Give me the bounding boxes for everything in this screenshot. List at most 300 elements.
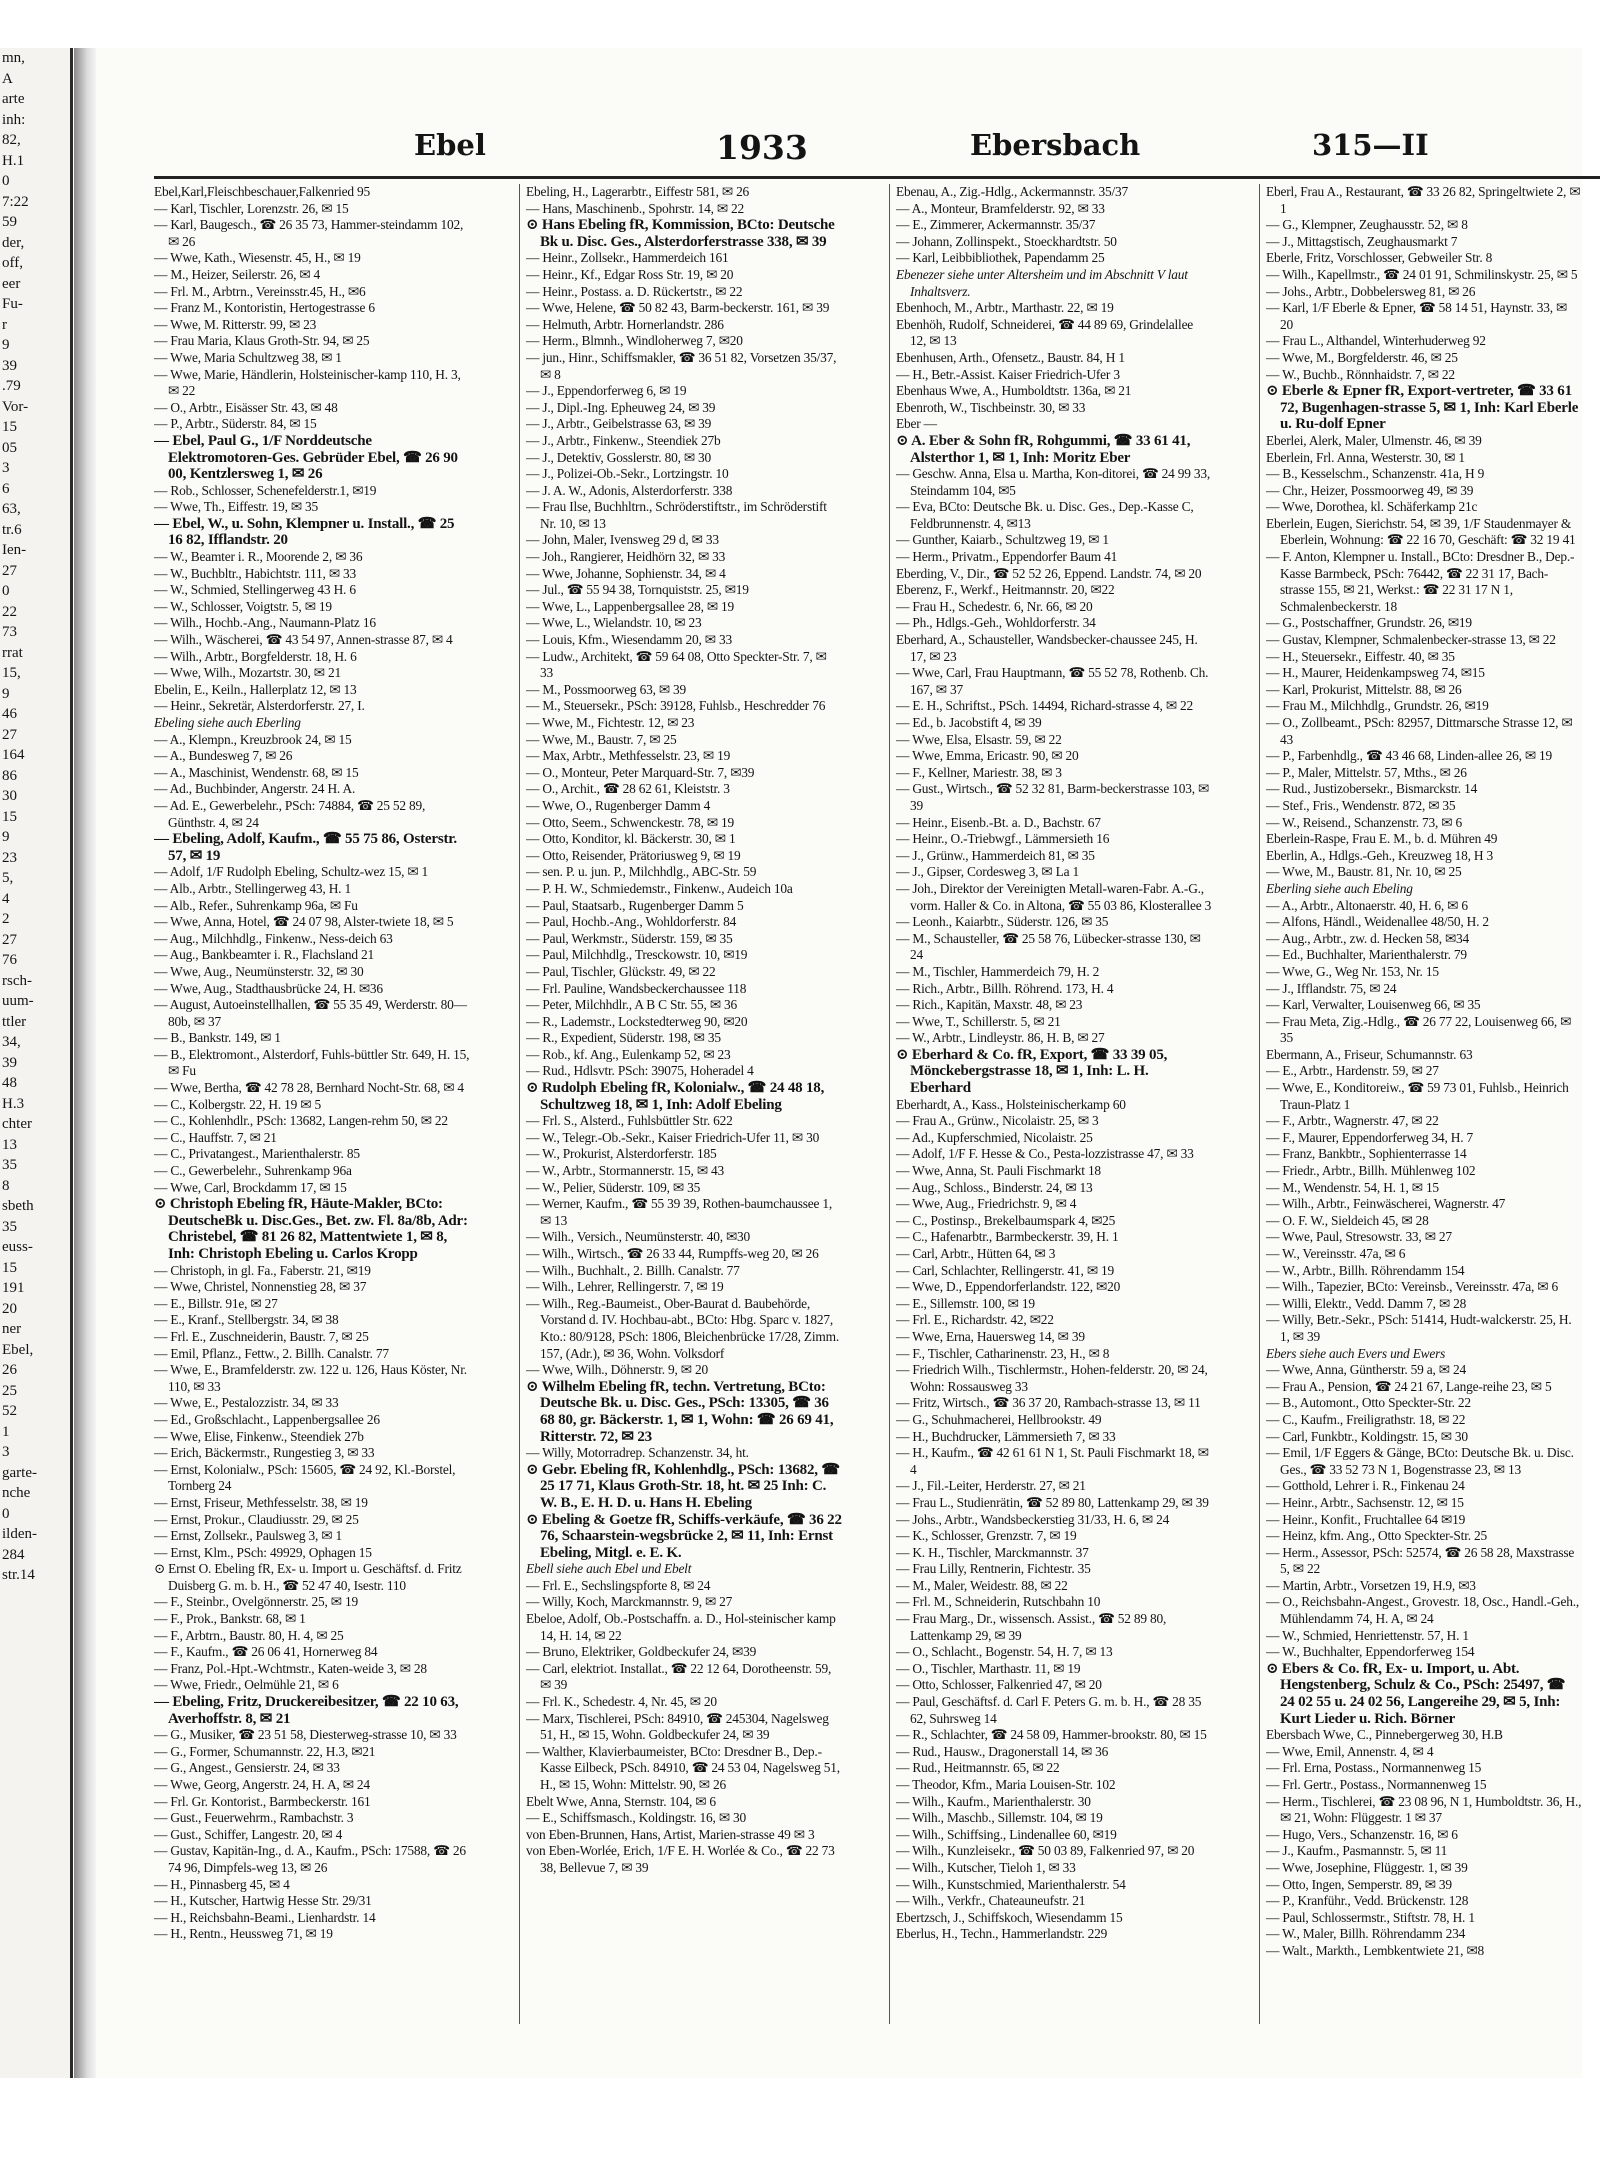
directory-entry: — R., Lademstr., Lockstedterweg 90, ✉20 [526, 1013, 748, 1029]
directory-entry: — Wwe, Aug., Stadthausbrücke 24, H. ✉36 [154, 980, 383, 996]
directory-entry: — Ad. E., Gewerbelehr., PSch: 74884, ☎ 25 52 89, Günthstr. 4, ✉ 24 [154, 797, 426, 830]
prev-page-fragment: 26 [2, 1362, 17, 1378]
directory-entry: — Gustav, Klempner, Schmalenbecker-strasse 13, ✉ 22 [1266, 632, 1556, 648]
prev-page-fragment: 5, [2, 870, 14, 886]
directory-entry: — Karl, Baugesch., ☎ 26 35 73, Hammer-steindamm 102, ✉ 26 [154, 217, 464, 249]
prev-page-fragment: 9 [2, 337, 10, 353]
directory-entry: — Hans, Maschinenb., Spohrstr. 14, ✉ 22 [526, 200, 745, 216]
directory-entry: Ebel,Karl,Fleischbeschauer,Falkenried 95 [154, 184, 371, 199]
directory-entry: — Alb., Refer., Suhrenkamp 96a, ✉ Fu [154, 897, 358, 913]
directory-entry: — sen. P. u. jun. P., Milchhdlg., ABC-Str. 59 [526, 864, 757, 880]
directory-entry: — Eva, BCto: Deutsche Bk. u. Disc. Ges., Dep.-Kasse C, Feldbrunnenstr. 4, ✉13 [896, 499, 1194, 531]
directory-entry: — Wilh., Reg.-Baumeist., Ober-Baurat d. Baubehörde, Vorstand d. IV. Hochbau-abt., BCto: Hbg. Sparc v. 1827, Kto.: 80/9128, PSch: 1806, Bleichenbrücke 17/28, Zimm. 157, (Adr.), ✉ 36, Wohn. Volksdorf [526, 1295, 840, 1361]
directory-entry: — J., Fil.-Leiter, Herderstr. 27, ✉ 21 [896, 1478, 1086, 1494]
directory-entry: — Otto, Konditor, kl. Bäckerstr. 30, ✉ 1 [526, 831, 736, 847]
directory-entry: — Herm., Blmnh., Windloherweg 7, ✉20 [526, 333, 743, 349]
directory-entry: — Adolf, 1/F Rudolph Ebeling, Schultz-wez 15, ✉ 1 [154, 864, 429, 880]
directory-entry: — Rob., Schlosser, Schenefelderstr.1, ✉19 [154, 482, 377, 498]
directory-entry: — G., Former, Schumannstr. 22, H.3, ✉21 [154, 1743, 376, 1759]
prev-page-fragment: 8 [2, 1177, 10, 1194]
directory-entry: — C., Kolbergstr. 22, H. 19 ✉ 5 [154, 1096, 321, 1112]
directory-entry: — F., Kaufm., ☎ 26 06 41, Hornerweg 84 [154, 1644, 378, 1660]
directory-entry: — Wilh., Kapellmstr., ☎ 24 01 91, Schmilinskystr. 25, ✉ 5 [1266, 266, 1578, 282]
directory-entry: — W., Prokurist, Alsterdorferstr. 185 [526, 1146, 717, 1162]
directory-entry: — Franz, Bankbtr., Sophienterrasse 14 [1266, 1146, 1467, 1162]
directory-entry: — E., Arbtr., Hardenstr. 59, ✉ 27 [1266, 1063, 1439, 1079]
directory-entry: — Frau Meta, Zig.-Hdlg., ☎ 26 77 22, Louisenweg 66, ✉ 35 [1266, 1013, 1572, 1046]
directory-entry: — Otto, Seem., Schwenckestr. 78, ✉ 19 [526, 814, 735, 830]
directory-entry: — Wwe, Anna, Güntherstr. 59 a, ✉ 24 [1266, 1362, 1466, 1378]
directory-entry: — O., Reichsbahn-Angest., Grovestr. 18, Osc., Handl.-Geh., Mühlendamm 74, H. A, ✉ 24 [1266, 1594, 1580, 1627]
directory-entry: — Paul, Milchhdlg., Tresckowstr. 10, ✉19 [526, 947, 748, 963]
directory-entry: — C., Gewerbelehr., Suhrenkamp 96a [154, 1163, 352, 1179]
directory-entry: Ebell siehe auch Ebel und Ebelt [526, 1561, 692, 1577]
directory-entry: — Wwe, Elise, Finkenw., Steendiek 27b [154, 1428, 364, 1444]
directory-entry: — Carl, Funkbtr., Koldingstr. 15, ✉ 30 [1266, 1428, 1468, 1444]
prev-page-fragment: 15 [2, 1259, 17, 1276]
prev-page-fragment: 13 [2, 1136, 17, 1153]
directory-entry: Ebenhoch, M., Arbtr., Marthastr. 22, ✉ 19 [896, 300, 1114, 316]
column-divider [1259, 184, 1260, 2024]
directory-entry: — Frl. E., Sechslingspforte 8, ✉ 24 [526, 1577, 711, 1593]
prev-page-fragment: Ebel, [2, 1341, 34, 1358]
directory-entry: — Wwe, O., Rugenberger Damm 4 [526, 797, 711, 813]
directory-entry: Ebers siehe auch Evers und Ewers [1266, 1345, 1446, 1361]
directory-entry: — H., Kutscher, Hartwig Hesse Str. 29/31 [154, 1893, 372, 1909]
directory-entry: ⊙ Christoph Ebeling fR, Häute-Makler, BCto: DeutscheBk u. Disc.Ges., Bet. zw. Fl. 8a/8b, Adr: Christebel, ☎ 81 26 82, Mattentwiete 1, ✉ 8, Inh: Christoph Ebeling u. Carlos Kropp [154, 1196, 468, 1262]
directory-entry: — Wwe, Erna, Hauersweg 14, ✉ 39 [896, 1328, 1085, 1344]
directory-entry: — Frl. Gertr., Postass., Normannenweg 15 [1266, 1777, 1487, 1792]
directory-entry: — G., Schuhmacherei, Hellbrookstr. 49 [896, 1411, 1102, 1427]
directory-entry: — Wilh., Versich., Neumünsterstr. 40, ✉30 [526, 1229, 751, 1245]
prev-page-fragment: 35 [2, 1157, 17, 1173]
directory-entry: — Wwe, Paul, Stresowstr. 33, ✉ 27 [1266, 1229, 1452, 1245]
directory-entry: — H., Betr.-Assist. Kaiser Friedrich-Ufer 3 [896, 366, 1120, 382]
directory-entry: — Erich, Bäckermstr., Rungestieg 3, ✉ 33 [154, 1445, 375, 1461]
directory-entry: Eberding, V., Dir., ☎ 52 52 26, Eppend. Landstr. 74, ✉ 20 [896, 565, 1202, 581]
prev-page-fragment: 39 [2, 1054, 17, 1071]
directory-entry: — E., Billstr. 91e, ✉ 27 [154, 1295, 278, 1311]
directory-entry: — Alb., Arbtr., Stellingerweg 43, H. 1 [154, 880, 351, 896]
directory-entry: — Frl. E., Richardstr. 42, ✉22 [896, 1312, 1054, 1328]
directory-entry: — Wwe, Marie, Händlerin, Holsteinischer-kamp 110, H. 3, ✉ 22 [154, 366, 461, 399]
directory-entry: — Carl, Arbtr., Hütten 64, ✉ 3 [896, 1246, 1056, 1261]
directory-entry: — Wwe, T., Schillerstr. 5, ✉ 21 [896, 1013, 1061, 1029]
directory-entry: Ebenau, A., Zig.-Hdlg., Ackermannstr. 35/37 [896, 184, 1129, 199]
prev-page-fragment: 27 [2, 931, 17, 948]
directory-entry: — Willy, Betr.-Sekr., PSch: 51414, Hudt-walckerstr. 25, H. 1, ✉ 39 [1266, 1312, 1572, 1344]
prev-page-fragment: 3 [2, 460, 10, 476]
directory-entry: — Paul, Hochb.-Ang., Wohldorferstr. 84 [526, 914, 737, 930]
directory-entry: — Paul, Schlossermstr., Stiftstr. 78, H. 1 [1266, 1909, 1475, 1925]
prev-page-fragment: H.1 [2, 152, 25, 169]
directory-entry: — Frau M., Milchhdlg., Grundstr. 26, ✉19 [1266, 698, 1489, 714]
directory-entry: — Willy, Koch, Marckmannstr. 9, ✉ 27 [526, 1594, 733, 1610]
directory-entry: — C., Kaufm., Freiligrathstr. 18, ✉ 22 [1266, 1411, 1466, 1427]
directory-entry: — Wwe, M., Baustr. 81, Nr. 10, ✉ 25 [1266, 864, 1462, 880]
directory-entry: — Heinr., Postass. a. D. Rückertstr., ✉ 22 [526, 283, 743, 299]
directory-entry: — Otto, Reisender, Prätoriusweg 9, ✉ 19 [526, 847, 741, 863]
directory-entry: — H., Steuersekr., Eiffestr. 40, ✉ 35 [1266, 648, 1455, 664]
directory-entry: — O., Tischler, Marthastr. 11, ✉ 19 [896, 1660, 1081, 1676]
directory-entry: — Willy, Motorradrep. Schanzenstr. 34, ht. [526, 1445, 749, 1461]
directory-entry: — John, Maler, Ivensweg 29 d, ✉ 33 [526, 532, 719, 548]
directory-entry: — Paul, Werkmstr., Süderstr. 159, ✉ 35 [526, 930, 733, 946]
directory-entry: — Karl, 1/F Eberle & Epner, ☎ 58 14 51, Haynstr. 33, ✉ 20 [1266, 300, 1568, 332]
directory-entry: — E., Kranf., Stellbergstr. 34, ✉ 38 [154, 1312, 339, 1328]
header-first-name: Ebel [414, 128, 486, 162]
directory-entry: — Wilh., Lehrer, Rellingerstr. 7, ✉ 19 [526, 1279, 724, 1295]
directory-entry: — Frau L., Studienrätin, ☎ 52 89 80, Lattenkamp 29, ✉ 39 [896, 1494, 1209, 1510]
directory-entry: — Wwe, Emma, Ericastr. 90, ✉ 20 [896, 748, 1079, 764]
prev-page-fragment: 59 [2, 214, 17, 230]
directory-entry: — Rud., Heitmannstr. 65, ✉ 22 [896, 1760, 1060, 1776]
directory-entry: — Christoph, in gl. Fa., Faberstr. 21, ✉19 [154, 1262, 371, 1278]
directory-entry: — Rich., Kapitän, Maxstr. 48, ✉ 23 [896, 997, 1083, 1013]
directory-entry: — Herm., Assessor, PSch: 52574, ☎ 26 58 28, Maxstrasse 5, ✉ 22 [1266, 1544, 1575, 1577]
prev-page-fragment: 0 [2, 1505, 10, 1522]
directory-entry: — Otto, Ingen, Semperstr. 89, ✉ 39 [1266, 1876, 1452, 1892]
directory-entry: ⊙ Gebr. Ebeling fR, Kohlenhdlg., PSch: 13682, ☎ 25 17 71, Klaus Groth-Str. 18, ht. ✉ 25 Inh: C. W. B., E. H. D. u. Hans H. Ebeling [526, 1461, 840, 1511]
directory-entry: — Wilh., Kutscher, Tieloh 1, ✉ 33 [896, 1859, 1076, 1875]
directory-entry: — J., Dipl.-Ing. Epheuweg 24, ✉ 39 [526, 399, 716, 415]
directory-entry: — Heinr., Zollsekr., Hammerdeich 161 [526, 250, 729, 266]
header-year: 1933 [716, 128, 808, 167]
prev-page-fragment: 30 [2, 788, 17, 804]
directory-entry: — J. A. W., Adonis, Alsterdorferstr. 338 [526, 482, 733, 498]
directory-entry: — B., Kesselschm., Schanzenstr. 41a, H 9 [1266, 466, 1485, 482]
directory-entry: — A., Arbtr., Altonaerstr. 40, H. 6, ✉ 6 [1266, 897, 1468, 913]
prev-page-fragment: 48 [2, 1075, 17, 1091]
directory-entry: — Frau Lilly, Rentnerin, Fichtestr. 35 [896, 1561, 1091, 1577]
prev-page-fragment: 3 [2, 1444, 10, 1460]
directory-entry: — Wwe, E., Pestalozzistr. 34, ✉ 33 [154, 1395, 339, 1411]
directory-entry: — Helmuth, Arbtr. Hornerlandstr. 286 [526, 316, 724, 332]
prev-page-fragment: .79 [2, 378, 21, 394]
prev-page-fragment: A [2, 70, 13, 87]
directory-entry: — Jul., ☎ 55 94 38, Tornquiststr. 25, ✉19 [526, 582, 749, 598]
prev-page-fragment: 15 [2, 808, 17, 825]
directory-entry: ⊙ Eberhard & Co. fR, Export, ☎ 33 39 05, Mönckebergstrasse 18, ✉ 1, Inh: L. H. Eberhard [896, 1046, 1168, 1097]
prev-page-fragment: 6 [2, 480, 10, 497]
header-rule [154, 176, 1600, 179]
directory-entry: — Frau Maria, Klaus Groth-Str. 94, ✉ 25 [154, 333, 370, 349]
prev-page-fragment: 27 [2, 562, 17, 579]
directory-entry: — Ebel, W., u. Sohn, Klempner u. Install., ☎ 25 16 82, Ifflandstr. 20 [154, 515, 455, 549]
directory-entry: — Friedrich Wilh., Tischlermstr., Hohen-felderstr. 20, ✉ 24, Wohn: Rossausweg 33 [896, 1362, 1208, 1394]
directory-entry: ⊙ Eberle & Epner fR, Export-vertreter, ☎ 33 61 72, Bugenhagen-strasse 5, ✉ 1, Inh: Karl Eberle u. Ru-dolf Epner [1266, 383, 1579, 433]
directory-entry: — J., Eppendorferweg 6, ✉ 19 [526, 383, 687, 399]
directory-entry: — Ed., Buchhalter, Marienthalerstr. 79 [1266, 947, 1467, 963]
directory-entry: — G., Musiker, ☎ 23 51 58, Diesterweg-strasse 10, ✉ 33 [154, 1727, 457, 1743]
directory-entry: — Wilh., Kunzleisekr., ☎ 50 03 89, Falkenried 97, ✉ 20 [896, 1843, 1195, 1859]
directory-entry: — Peter, Milchhdlr., A B C Str. 55, ✉ 36 [526, 997, 737, 1013]
directory-entry: Ebersbach Wwe, C., Pinnebergerweg 30, H.B [1266, 1727, 1503, 1743]
directory-entry: — Bruno, Elektriker, Goldbeckufer 24, ✉39 [526, 1644, 757, 1660]
prev-page-fragment: 34, [2, 1034, 21, 1050]
prev-page-fragment: 191 [2, 1280, 25, 1296]
directory-entry: — Frau Marg., Dr., wissensch. Assist., ☎ 52 89 80, Lattenkamp 29, ✉ 39 [896, 1611, 1167, 1643]
directory-entry: — H., Buchdrucker, Lämmersieth 7, ✉ 33 [896, 1428, 1116, 1444]
directory-entry: — W., Arbtr., Stormannerstr. 15, ✉ 43 [526, 1163, 724, 1179]
directory-entry: — Karl, Verwalter, Louisenweg 66, ✉ 35 [1266, 997, 1481, 1013]
directory-entry: — Wwe, Carl, Brockdamm 17, ✉ 15 [154, 1179, 347, 1195]
directory-entry: — Aug., Bankbeamter i. R., Flachsland 21 [154, 947, 374, 963]
directory-entry: — Aug., Arbtr., zw. d. Hecken 58, ✉34 [1266, 930, 1470, 946]
directory-entry: ⊙ Hans Ebeling fR, Kommission, BCto: Deutsche Bk u. Disc. Ges., Alsterdorferstrasse 338, ✉ 39 [526, 217, 835, 250]
column-divider [889, 184, 890, 2024]
prev-page-fragment: garte- [2, 1464, 37, 1481]
directory-entry: — Paul, Tischler, Glückstr. 49, ✉ 22 [526, 963, 716, 979]
directory-entry: — Hugo, Vers., Schanzenstr. 16, ✉ 6 [1266, 1826, 1458, 1842]
directory-entry: — Wwe, E., Bramfelderstr. zw. 122 u. 126, Haus Köster, Nr. 110, ✉ 33 [154, 1362, 467, 1394]
directory-entry: — Wwe, Carl, Frau Hauptmann, ☎ 55 52 78, Rothenb. Ch. 167, ✉ 37 [896, 665, 1209, 697]
prev-page-fragment: Vor- [2, 398, 29, 415]
directory-entry: — Ernst, Friseur, Methfesselstr. 38, ✉ 19 [154, 1494, 368, 1510]
directory-entry: Eber — [896, 416, 937, 432]
directory-entry: — F., Arbtr., Wagnerstr. 47, ✉ 22 [1266, 1113, 1439, 1129]
directory-entry: Ebenhöh, Rudolf, Schneiderei, ☎ 44 89 69, Grindelallee 12, ✉ 13 [896, 316, 1194, 349]
directory-entry: — Walt., Markth., Lembkentwiete 21, ✉8 [1266, 1942, 1484, 1958]
directory-entry: — Wilh., Schiffsing., Lindenallee 60, ✉19 [896, 1826, 1117, 1842]
directory-entry: — P., Maler, Mittelstr. 57, Mths., ✉ 26 [1266, 764, 1467, 780]
directory-entry: — Herm., Privatm., Eppendorfer Baum 41 [896, 549, 1118, 565]
directory-entry: — G., Angest., Gensierstr. 24, ✉ 33 [154, 1760, 340, 1776]
directory-entry: — Wwe, D., Eppendorferlandstr. 122, ✉20 [896, 1279, 1121, 1295]
prev-page-fragment: inh: [2, 111, 26, 128]
directory-entry: — Wilh., Kunstschmied, Marienthalerstr. 54 [896, 1876, 1126, 1892]
directory-entry: — Heinr., Eisenb.-Bt. a. D., Bachstr. 67 [896, 814, 1101, 830]
directory-entry: von Eben-Worlée, Erich, 1/F E. H. Worlée & Co., ☎ 22 73 38, Bellevue 7, ✉ 39 [526, 1843, 835, 1875]
directory-entry: — Adolf, 1/F F. Hesse & Co., Pesta-lozzistrasse 47, ✉ 33 [896, 1146, 1194, 1162]
directory-entry: — H., Pinnasberg 45, ✉ 4 [154, 1876, 290, 1892]
directory-entry: — Louis, Kfm., Wiesendamm 20, ✉ 33 [526, 632, 732, 648]
page-gutter [74, 48, 96, 2078]
directory-entry: Eberhard, A., Schausteller, Wandsbecker-chaussee 245, H. 17, ✉ 23 [896, 632, 1198, 664]
directory-entry: — E., Zimmerer, Ackermannstr. 35/37 [896, 217, 1096, 233]
directory-entry: — J., Arbtr., Geibelstrasse 63, ✉ 39 [526, 416, 712, 432]
directory-entry: — Ernst, Prokur., Claudiusstr. 29, ✉ 25 [154, 1511, 359, 1527]
directory-entry: — Wwe, Georg, Angerstr. 24, H. A, ✉ 24 [154, 1777, 370, 1792]
prev-page-fragment: 22 [2, 603, 17, 620]
directory-entry: — Leonh., Kaiarbtr., Süderstr. 126, ✉ 35 [896, 914, 1109, 930]
directory-entry: — Ernst, Klm., PSch: 49929, Ophagen 15 [154, 1544, 372, 1560]
directory-entry: Ebelt Wwe, Anna, Sternstr. 104, ✉ 6 [526, 1793, 716, 1809]
directory-entry: — August, Autoeinstellhallen, ☎ 55 35 49, Werderstr. 80—80b, ✉ 37 [154, 997, 467, 1029]
prev-page-fragment: 63, [2, 501, 21, 517]
prev-page-fragment: 15, [2, 665, 21, 681]
directory-entry: — Heinr., Sekretär, Alsterdorferstr. 27, I. [154, 698, 365, 714]
prev-page-fragment: euss- [2, 1239, 33, 1255]
directory-entry: — M., Possmoorweg 63, ✉ 39 [526, 681, 687, 697]
directory-entry: Eberlein-Raspe, Frau E. M., b. d. Mühren 49 [1266, 831, 1498, 847]
directory-entry: — O., Archit., ☎ 28 62 61, Kleiststr. 3 [526, 781, 730, 797]
prev-page-fragment: uum- [2, 993, 34, 1009]
prev-page-fragment: 82, [2, 132, 21, 148]
directory-entry: — C., Postinsp., Brekelbaumspark 4, ✉25 [896, 1212, 1116, 1228]
directory-entry: — Emil, Pflanz., Fettw., 2. Billh. Canalstr. 77 [154, 1345, 389, 1361]
prev-page-fragment: mn, [2, 50, 25, 66]
prev-page-fragment: chter [2, 1116, 32, 1132]
prev-page-fragment: 9 [2, 829, 10, 845]
prev-page-fragment: sbeth [2, 1198, 34, 1214]
prev-page-fragment: 15 [2, 419, 17, 435]
directory-entry: von Eben-Brunnen, Hans, Artist, Marien-strasse 49 ✉ 3 [526, 1826, 815, 1842]
prev-page-fragment: Fu- [2, 296, 23, 312]
prev-page-fragment: 39 [2, 357, 17, 374]
directory-entry: — Franz, Pol.-Hpt.-Wchtmstr., Katen-weide 3, ✉ 28 [154, 1660, 427, 1676]
directory-entry: Ebenhusen, Arth., Ofensetz., Baustr. 84, H 1 [896, 349, 1125, 365]
directory-entry: — O., Monteur, Peter Marquard-Str. 7, ✉39 [526, 764, 755, 780]
directory-entry: ⊙ Ernst O. Ebeling fR, Ex- u. Import u. Geschäftsf. d. Fritz Duisberg G. m. b. H., ☎ 52 47 40, Isestr. 110 [154, 1561, 462, 1593]
directory-entry: — Wwe, Aug., Neumünsterstr. 32, ✉ 30 [154, 963, 364, 979]
directory-entry: — Gust., Wirtsch., ☎ 52 32 81, Barm-beckerstrasse 103, ✉ 39 [896, 781, 1210, 813]
directory-entry: Eberlei, Alerk, Maler, Ulmenstr. 46, ✉ 39 [1266, 432, 1482, 448]
directory-entry: — Stef., Fris., Wendenstr. 872, ✉ 35 [1266, 797, 1456, 813]
directory-entry: — Joh., Direktor der Vereinigten Metall-waren-Fabr. A.-G., vorm. Haller & Co. in Altona, ☎ 55 03 86, Klosterallee 3 [896, 880, 1212, 913]
directory-entry: — Alfons, Händl., Weidenallee 48/50, H. 2 [1266, 914, 1489, 930]
prev-page-fragment: 20 [2, 1300, 17, 1317]
directory-entry: Ebeling, H., Lagerarbtr., Eiffestr 581, ✉ 26 [526, 184, 750, 199]
directory-entry: Eberlin, A., Hdlgs.-Geh., Kreuzweg 18, H 3 [1266, 847, 1494, 863]
directory-entry: — Wwe, Anna, Hotel, ☎ 24 07 98, Alster-twiete 18, ✉ 5 [154, 914, 454, 930]
directory-entry: — Franz M., Kontoristin, Hertogestrasse 6 [154, 300, 375, 316]
directory-entry: — Wwe, Christel, Nonnenstieg 28, ✉ 37 [154, 1279, 367, 1295]
directory-entry: — Ph., Hdlgs.-Geh., Wohldorferstr. 34 [896, 615, 1096, 631]
directory-entry: — Max, Arbtr., Methfesselstr. 23, ✉ 19 [526, 748, 731, 764]
directory-entry: — A., Monteur, Bramfelderstr. 92, ✉ 33 [896, 200, 1105, 216]
directory-entry: — Ebeling, Adolf, Kaufm., ☎ 55 75 86, Osterstr. 57, ✉ 19 [154, 831, 457, 864]
directory-entry: — Joh., Rangierer, Heidhörn 32, ✉ 33 [526, 549, 726, 565]
directory-entry: — M., Wendenstr. 54, H. 1, ✉ 15 [1266, 1179, 1439, 1195]
directory-entry: — Johs., Arbtr., Dobbelersweg 81, ✉ 26 [1266, 283, 1476, 299]
directory-entry: — F., Kellner, Mariestr. 38, ✉ 3 [896, 764, 1062, 780]
directory-entry: — Wwe, Friedr., Oelmühle 21, ✉ 6 [154, 1677, 339, 1693]
directory-entry: — P., Farbenhdlg., ☎ 43 46 68, Linden-allee 26, ✉ 19 [1266, 748, 1553, 764]
directory-entry: — J., Polizei-Ob.-Sekr., Lortzingstr. 10 [526, 466, 729, 482]
directory-entry: — W., Maler, Billh. Röhrendamm 234 [1266, 1926, 1466, 1942]
directory-entry: ⊙ Ebeling & Goetze fR, Schiffs-verkäufe, ☎ 36 22 76, Schaarstein-wegsbrücke 2, ✉ 11, Inh: Ernst Ebeling, Mitgl. e. E. K. [526, 1511, 842, 1561]
directory-entry: — Wwe, Anna, St. Pauli Fischmarkt 18 [896, 1163, 1101, 1179]
directory-entry: — W., Telegr.-Ob.-Sekr., Kaiser Friedrich-Ufer 11, ✉ 30 [526, 1129, 820, 1145]
header-last-name: Ebersbach [970, 128, 1141, 162]
directory-entry: — J., Grünw., Hammerdeich 81, ✉ 35 [896, 847, 1095, 863]
directory-entry: — Frl. S., Alsterd., Fuhlsbüttler Str. 622 [526, 1113, 733, 1129]
directory-entry: — Wwe, Helene, ☎ 50 82 43, Barm-beckerstr. 161, ✉ 39 [526, 300, 830, 316]
directory-entry: — Gust., Feuerwehrm., Rambachstr. 3 [154, 1810, 354, 1826]
directory-entry: — Rob., kf. Ang., Eulenkamp 52, ✉ 23 [526, 1046, 731, 1062]
directory-entry: — J., Ifflandstr. 75, ✉ 24 [1266, 980, 1397, 996]
directory-column-4 [1266, 184, 1582, 2024]
directory-entry: — J., Detektiv, Gosslerstr. 80, ✉ 30 [526, 449, 712, 465]
prev-page-fragment: 1 [2, 1423, 10, 1440]
prev-page-fragment: ner [2, 1321, 22, 1337]
directory-entry: — W., Vereinsstr. 47a, ✉ 6 [1266, 1246, 1406, 1261]
directory-entry: — Frau A., Grünw., Nicolaistr. 25, ✉ 3 [896, 1113, 1099, 1129]
directory-entry: — Wilh., Tapezier, BCto: Vereinsb., Vereinsstr. 47a, ✉ 6 [1266, 1279, 1558, 1295]
directory-entry: Ebeloe, Adolf, Ob.-Postschaffn. a. D., Hol-steinischer kamp 14, H. 14, ✉ 22 [526, 1611, 836, 1643]
directory-entry: — Heinr., Konfit., Fruchtallee 64 ✉19 [1266, 1511, 1466, 1527]
directory-entry: — F., Prok., Bankstr. 68, ✉ 1 [154, 1611, 306, 1627]
directory-entry: — Johann, Zollinspekt., Stoeckhardtstr. 50 [896, 233, 1117, 249]
directory-entry: — Frau A., Pension, ☎ 24 21 67, Lange-reihe 23, ✉ 5 [1266, 1378, 1552, 1394]
prev-page-fragment: ttler [2, 1013, 27, 1030]
directory-entry: — J., Arbtr., Finkenw., Steendiek 27b [526, 432, 721, 448]
prev-page-fragment: 9 [2, 685, 10, 702]
directory-entry: — Wilh., Kaufm., Marienthalerstr. 30 [896, 1793, 1091, 1809]
directory-entry: — H., Rentn., Heussweg 71, ✉ 19 [154, 1926, 333, 1942]
directory-entry: — Fritz, Wirtsch., ☎ 36 37 20, Rambach-strasse 13, ✉ 11 [896, 1395, 1201, 1411]
directory-entry: Ebenhaus Wwe, A., Humboldtstr. 136a, ✉ 21 [896, 383, 1132, 399]
directory-entry: — Heinz, kfm. Ang., Otto Speckter-Str. 25 [1266, 1528, 1488, 1544]
prev-page-fragment: rsch- [2, 972, 32, 989]
directory-entry: — F., Maurer, Eppendorferweg 34, H. 7 [1266, 1129, 1474, 1145]
prev-page-fragment: rrat [2, 644, 23, 661]
directory-entry: — Wilh., Arbtr., Borgfelderstr. 18, H. 6 [154, 648, 357, 664]
prev-page-fragment: 0 [2, 173, 10, 189]
directory-entry: Eberhardt, A., Kass., Holsteinischerkamp 60 [896, 1096, 1126, 1112]
directory-entry: Eberlus, H., Techn., Hammerlandstr. 229 [896, 1926, 1108, 1942]
directory-entry: — H., Reichsbahn-Beami., Lienhardstr. 14 [154, 1909, 376, 1925]
directory-entry: — Rich., Arbtr., Billh. Röhrend. 173, H. 4 [896, 980, 1114, 996]
directory-entry: — B., Bankstr. 149, ✉ 1 [154, 1030, 281, 1046]
directory-entry: — Rud., Hausw., Dragonerstall 14, ✉ 36 [896, 1743, 1109, 1759]
directory-entry: — Ludw., Architekt, ☎ 59 64 08, Otto Speckter-Str. 7, ✉ 33 [526, 648, 827, 681]
prev-page-fragment: 27 [2, 726, 17, 743]
prev-page-fragment: nche [2, 1485, 31, 1501]
directory-entry: Eberenz, F., Werkf., Heitmannstr. 20, ✉22 [896, 582, 1115, 598]
directory-entry: — W., Arbtr., Lindleystr. 86, H. B, ✉ 27 [896, 1030, 1105, 1046]
previous-page-margin [0, 48, 73, 2078]
directory-entry: — W., Schmied, Stellingerweg 43 H. 6 [154, 582, 356, 598]
directory-entry: Ebeling siehe auch Eberling [154, 715, 301, 730]
directory-entry: — Frl. K., Schedestr. 4, Nr. 45, ✉ 20 [526, 1694, 717, 1710]
directory-entry: — Otto, Schlosser, Falkenried 47, ✉ 20 [896, 1677, 1102, 1693]
directory-entry: — C., Kohlenhdlr., PSch: 13682, Langen-rehm 50, ✉ 22 [154, 1113, 448, 1129]
directory-entry: — Heinr., Kf., Edgar Ross Str. 19, ✉ 20 [526, 266, 734, 282]
directory-entry: — M., Tischler, Hammerdeich 79, H. 2 [896, 963, 1100, 979]
directory-entry: — Frau L., Althandel, Winterhuderweg 92 [1266, 333, 1486, 349]
directory-entry: ⊙ Rudolph Ebeling fR, Kolonialw., ☎ 24 48 18, Schultzweg 18, ✉ 1, Inh: Adolf Ebeling [526, 1080, 825, 1113]
directory-entry: — Wwe, Wilh., Döhnerstr. 9, ✉ 20 [526, 1362, 708, 1378]
directory-entry: — W., Beamter i. R., Moorende 2, ✉ 36 [154, 549, 363, 565]
directory-entry: — F. Anton, Klempner u. Install., BCto: Dresdner B., Dep.-Kasse Barmbeck, PSch: 76442, ☎ 22 31 17, Bach-strasse 155, ✉ 21, Werkst.: ☎ 22 31 17 N 1, Schmalenbeckerstr. 18 [1266, 549, 1575, 614]
prev-page-fragment: 7:22 [2, 193, 29, 210]
directory-entry: — O., Zollbeamt., PSch: 82957, Dittmarsche Strasse 12, ✉ 43 [1266, 715, 1573, 747]
directory-entry: — K. H., Tischler, Marckmannstr. 37 [896, 1544, 1089, 1560]
directory-entry: — H., Maurer, Heidenkampsweg 74, ✉15 [1266, 665, 1485, 681]
directory-entry: — Wwe, Kath., Wiesenstr. 45, H., ✉ 19 [154, 250, 361, 266]
directory-entry: — Ad., Buchbinder, Angerstr. 24 H. A. [154, 781, 356, 797]
directory-page [96, 48, 1582, 2078]
directory-entry: — A., Klempn., Kreuzbrook 24, ✉ 15 [154, 731, 352, 747]
directory-entry: — Wwe, Josephine, Flüggestr. 1, ✉ 39 [1266, 1859, 1468, 1875]
prev-page-fragment: arte [2, 91, 25, 107]
directory-entry: — R., Schlachter, ☎ 24 58 09, Hammer-brookstr. 80, ✉ 15 [896, 1727, 1207, 1743]
directory-entry: — Wwe, Johanne, Sophienstr. 34, ✉ 4 [526, 565, 726, 581]
prev-page-fragment: 86 [2, 767, 17, 784]
directory-entry: — Rud., Justizobersekr., Bismarckstr. 14 [1266, 781, 1478, 797]
prev-page-fragment: der, [2, 234, 25, 251]
prev-page-fragment: ilden- [2, 1526, 37, 1542]
directory-entry: — Wilh., Arbtr., Feinwäscherei, Wagnerstr. 47 [1266, 1196, 1506, 1212]
directory-entry: — C., Hauffstr. 7, ✉ 21 [154, 1129, 277, 1145]
directory-entry: — Gust., Schiffer, Langestr. 20, ✉ 4 [154, 1826, 343, 1842]
directory-entry: — Karl, Prokurist, Mittelstr. 88, ✉ 26 [1266, 681, 1462, 697]
directory-entry: — C., Hafenarbtr., Barmbeckerstr. 39, H. 1 [896, 1229, 1119, 1245]
directory-entry: — M., Maler, Weidestr. 88, ✉ 22 [896, 1577, 1068, 1593]
directory-entry: Ebenroth, W., Tischbeinstr. 30, ✉ 33 [896, 399, 1086, 415]
